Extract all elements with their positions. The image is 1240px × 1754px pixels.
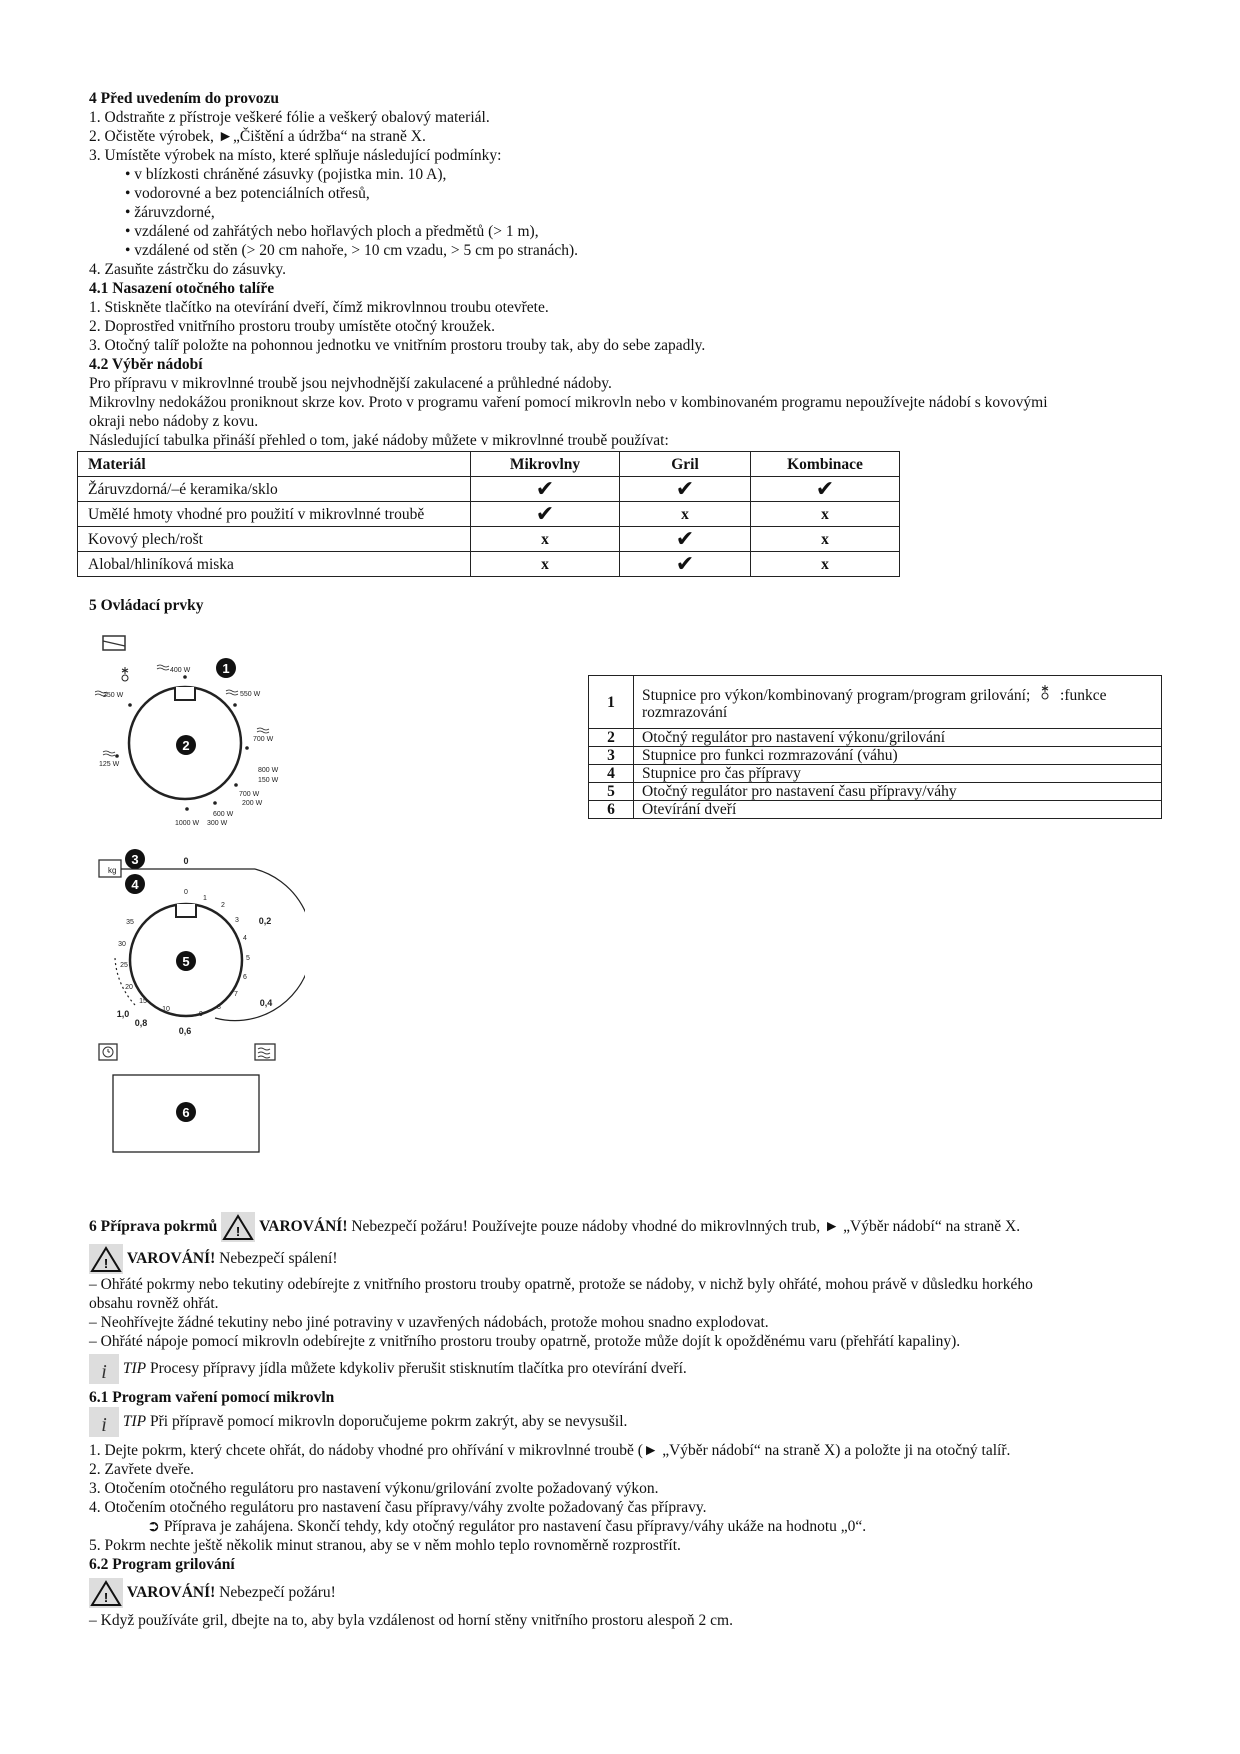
- section-6-heading-line: 6 Příprava pokrmů ! VAROVÁNÍ! Nebezpečí požáru! Používejte pouze nádoby vhodné do mikrovlnných trub, ► „Výběr nádobí“ na straně X.: [89, 1212, 1020, 1242]
- svg-text:!: !: [103, 1256, 109, 1271]
- table-row: [589, 747, 1162, 765]
- bullet-item: • vodorovné a bez potenciálních otřesů,: [125, 185, 370, 202]
- time-tick: 9: [199, 1011, 203, 1018]
- marker-label: 2: [182, 738, 190, 753]
- time-tick: 20: [125, 984, 133, 991]
- weight-tick: 0: [183, 856, 189, 866]
- time-tick: 2: [221, 902, 225, 909]
- table-row: [589, 765, 1162, 783]
- dial1-label: 250 W: [103, 692, 124, 699]
- control-panel-diagram: [95, 628, 305, 1188]
- dial1-label: 1000 W: [175, 820, 200, 827]
- legend-number: 4: [589, 765, 634, 783]
- marker-label: 3: [131, 852, 139, 867]
- bullet-item: • vzdálené od zahřátých nebo hořlavých ploch a předmětů (> 1 m),: [125, 223, 539, 240]
- defrost-kg-icon: [99, 860, 121, 877]
- svg-text:i: i: [101, 1361, 107, 1383]
- dial1-label: 400 W: [170, 667, 191, 674]
- section-4-1-heading: 4.1 Nasazení otočného talíře: [89, 280, 275, 297]
- warning-line: ! VAROVÁNÍ! Nebezpečí spálení!: [89, 1244, 338, 1274]
- kg-label: kg: [108, 866, 117, 875]
- time-tick: 0: [184, 889, 188, 896]
- weight-tick: 1,0: [116, 1009, 130, 1019]
- legend-text: Otočný regulátor pro nastavení výkonu/grilování: [634, 729, 1162, 747]
- warning-icon: [221, 1212, 255, 1242]
- svg-text:!: !: [236, 1224, 241, 1239]
- cross-cell: x: [751, 502, 900, 527]
- legend-text: Otevírání dveří: [634, 801, 1162, 819]
- list-item: 2. Zavřete dveře.: [89, 1461, 194, 1478]
- paragraph: Následující tabulka přináší přehled o tom, jaké nádoby můžete v mikrovlnné troubě používat:: [89, 432, 669, 449]
- svg-text:i: i: [101, 1414, 107, 1436]
- microwave-waves-icon: [255, 1044, 275, 1060]
- dial1-label: 200 W: [242, 800, 263, 807]
- section-4-2-heading: 4.2 Výběr nádobí: [89, 356, 203, 373]
- list-item: 1. Stiskněte tlačítko na otevírání dveří, čímž mikrovlnnou troubu otevřete.: [89, 299, 549, 316]
- dial1-label: 300 W: [207, 820, 228, 827]
- cross-cell: x: [471, 552, 620, 577]
- legend-number: 2: [589, 729, 634, 747]
- dial1-label: 800 W: [258, 767, 279, 774]
- result-arrow-icon: ➲: [147, 1517, 160, 1535]
- legend-number: 6: [589, 801, 634, 819]
- list-item: 3. Otočením otočného regulátoru pro nastavení výkonu/grilování zvolte požadovaný výkon.: [89, 1480, 659, 1497]
- table-row: [589, 729, 1162, 747]
- paragraph: – Neohřívejte žádné tekutiny nebo jiné potraviny v uzavřených nádobách, protože mohou snadno explodovat.: [89, 1314, 769, 1331]
- paragraph: – Když používáte gril, dbejte na to, aby byla vzdálenost od horní stěny vnitřního prostoru alespoň 2 cm.: [89, 1612, 733, 1629]
- table-row: [78, 552, 900, 577]
- info-icon: [89, 1407, 119, 1437]
- info-icon: [89, 1354, 119, 1384]
- section-6-1-heading: 6.1 Program vaření pomocí mikrovln: [89, 1389, 335, 1406]
- time-tick: 4: [243, 935, 247, 942]
- defrost-icon: [122, 667, 128, 681]
- legend-number: 3: [589, 747, 634, 765]
- marker-label: 5: [182, 954, 190, 969]
- legend-text: Stupnice pro čas přípravy: [634, 765, 1162, 783]
- weight-tick: 0,2: [258, 916, 272, 926]
- check-icon: ✔: [471, 477, 620, 502]
- marker-label: 6: [182, 1105, 190, 1120]
- grill-symbol-icon: [103, 636, 125, 650]
- list-item: 3. Umístěte výrobek na místo, které splňuje následující podmínky:: [89, 147, 502, 164]
- material-cell: Žáruvzdorná/–é keramika/sklo: [78, 477, 471, 502]
- legend-number: 1: [589, 676, 634, 729]
- clock-icon: [99, 1044, 117, 1060]
- cross-cell: x: [751, 527, 900, 552]
- time-tick: 15: [139, 998, 147, 1005]
- time-tick: 8: [217, 1004, 221, 1011]
- header-microwave: Mikrovlny: [471, 452, 620, 477]
- dial1-label: 600 W: [213, 811, 234, 818]
- time-tick: 35: [126, 919, 134, 926]
- dial1-label: 125 W: [99, 761, 120, 768]
- defrost-icon: [1034, 684, 1056, 704]
- time-tick: 3: [235, 917, 239, 924]
- check-icon: ✔: [620, 477, 751, 502]
- weight-tick: 0,4: [259, 998, 273, 1008]
- material-cell: Kovový plech/rošt: [78, 527, 471, 552]
- paragraph: Mikrovlny nedokážou proniknout skrze kov. Proto v programu vaření pomocí mikrovln nebo v kombinovaném programu nepoužívejte nádobí s kovovými: [89, 394, 1048, 411]
- tip-line: i TIP Procesy přípravy jídla můžete kdykoliv přerušit stisknutím tlačítka pro otevírání dveří.: [89, 1354, 687, 1384]
- material-cell: Alobal/hliníková miska: [78, 552, 471, 577]
- time-tick: 25: [120, 962, 128, 969]
- list-item: 5. Pokrm nechte ještě několik minut stranou, aby se v něm mohlo teplo rovnoměrně rozprostřít.: [89, 1537, 681, 1554]
- check-icon: ✔: [620, 552, 751, 577]
- legend-table: [588, 675, 1162, 819]
- table-row: [78, 477, 900, 502]
- marker-label: 4: [131, 877, 139, 892]
- table-row: [589, 676, 1162, 729]
- time-tick: 6: [243, 974, 247, 981]
- dial1-label: 150 W: [258, 777, 279, 784]
- legend-text: Otočný regulátor pro nastavení času přípravy/váhy: [634, 783, 1162, 801]
- cross-cell: x: [751, 552, 900, 577]
- list-item: 2. Doprostřed vnitřního prostoru trouby umístěte otočný kroužek.: [89, 318, 495, 335]
- time-tick: 10: [162, 1006, 170, 1013]
- table-row: [78, 527, 900, 552]
- weight-tick: 0,6: [178, 1026, 192, 1036]
- weight-tick: 0,8: [134, 1018, 148, 1028]
- dial1-label: 700 W: [239, 791, 260, 798]
- bullet-item: • žáruvzdorné,: [125, 204, 215, 221]
- materials-table: [77, 451, 900, 577]
- header-combination: Kombinace: [751, 452, 900, 477]
- warning-line: ! VAROVÁNÍ! Nebezpečí požáru!: [89, 1578, 336, 1608]
- table-row: [589, 801, 1162, 819]
- marker-label: 1: [222, 661, 230, 676]
- section-4-heading: 4 Před uvedením do provozu: [89, 90, 280, 107]
- list-item: 1. Dejte pokrm, který chcete ohřát, do nádoby vhodné pro ohřívání v mikrovlnné troubě (► „Výběr nádobí“ na straně X) a položte ji na otočný talíř.: [89, 1442, 1011, 1459]
- check-icon: ✔: [751, 477, 900, 502]
- legend-text: Stupnice pro funkci rozmrazování (váhu): [634, 747, 1162, 765]
- table-row: [589, 783, 1162, 801]
- paragraph: – Ohřáté nápoje pomocí mikrovln odebírejte z vnitřního prostoru trouby opatrně, protože může dojít k opožděnému varu (přehřátí kapaliny).: [89, 1333, 961, 1350]
- result-line: ➲ Příprava je zahájena. Skončí tehdy, kdy otočný regulátor pro nastavení času přípravy/váhy ukáže na hodnotu „0“.: [147, 1517, 867, 1535]
- list-item: 3. Otočný talíř položte na pohonnou jednotku ve vnitřním prostoru trouby tak, aby do sebe zapadly.: [89, 337, 706, 354]
- time-tick: 5: [246, 955, 250, 962]
- table-header-row: [78, 452, 900, 477]
- time-tick: 30: [118, 941, 126, 948]
- material-cell: Umělé hmoty vhodné pro použití v mikrovlnné troubě: [78, 502, 471, 527]
- legend-text: Stupnice pro výkon/kombinovaný program/program grilování; :funkce rozmrazování: [634, 676, 1162, 729]
- header-grill: Gril: [620, 452, 751, 477]
- cross-cell: x: [620, 502, 751, 527]
- list-item: 1. Odstraňte z přístroje veškeré fólie a veškerý obalový materiál.: [89, 109, 490, 126]
- paragraph: obsahu rovněž ohřát.: [89, 1295, 219, 1312]
- tip-line: i TIP Při přípravě pomocí mikrovln doporučujeme pokrm zakrýt, aby se nevysušil.: [89, 1407, 627, 1437]
- time-tick: 1: [203, 895, 207, 902]
- paragraph: Pro přípravu v mikrovlnné troubě jsou nejvhodnější zakulacené a průhledné nádoby.: [89, 375, 612, 392]
- time-tick: 7: [234, 991, 238, 998]
- bullet-item: • vzdálené od stěn (> 20 cm nahoře, > 10 cm vzadu, > 5 cm po stranách).: [125, 242, 579, 259]
- paragraph: okraji nebo nádoby z kovu.: [89, 413, 259, 430]
- cross-cell: x: [471, 527, 620, 552]
- svg-text:!: !: [103, 1590, 109, 1605]
- section-6-2-heading: 6.2 Program grilování: [89, 1556, 235, 1573]
- list-item: 2. Očistěte výrobek, ►„Čištění a údržba“ na straně X.: [89, 128, 426, 145]
- paragraph: – Ohřáté pokrmy nebo tekutiny odebírejte z vnitřního prostoru trouby opatrně, protože se nádoby, v nichž byly ohřáté, mohou právě v důsledku horkého: [89, 1276, 1033, 1293]
- table-row: [78, 502, 900, 527]
- warning-icon: [89, 1578, 123, 1608]
- dial1-label: 700 W: [253, 736, 274, 743]
- bullet-item: • v blízkosti chráněné zásuvky (pojistka min. 10 A),: [125, 166, 447, 183]
- section-5-heading: 5 Ovládací prvky: [89, 597, 204, 614]
- legend-number: 5: [589, 783, 634, 801]
- warning-icon: [89, 1244, 123, 1274]
- list-item: 4. Zasuňte zástrčku do zásuvky.: [89, 261, 286, 278]
- check-icon: ✔: [620, 527, 751, 552]
- dial1-label: 550 W: [240, 691, 261, 698]
- header-material: Materiál: [78, 452, 471, 477]
- check-icon: ✔: [471, 502, 620, 527]
- list-item: 4. Otočením otočného regulátoru pro nastavení času přípravy/váhy zvolte požadovaný čas přípravy.: [89, 1499, 707, 1516]
